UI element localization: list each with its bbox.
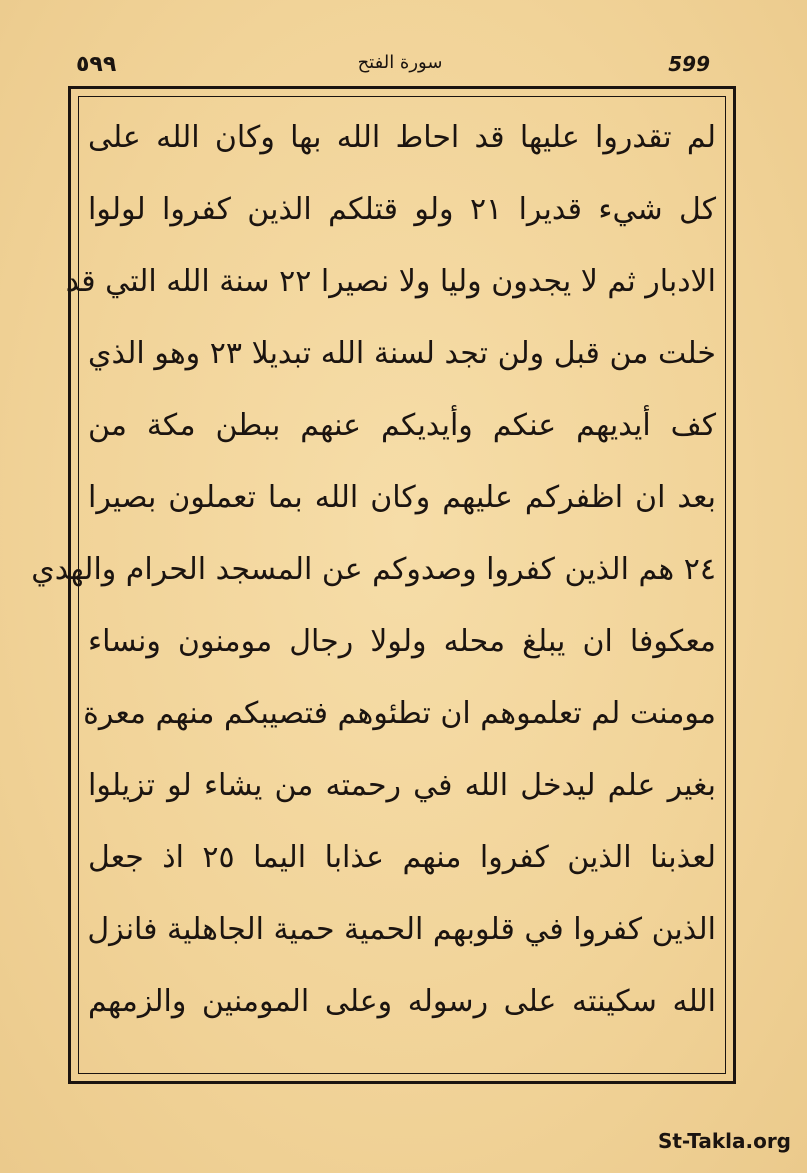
text-line-4: خلت من قبل ولن تجد لسنة الله تبديلا ٢٣ وهو الذي	[88, 336, 716, 371]
text-line-5: كف أيديهم عنكم وأيديكم عنهم ببطن مكة من	[88, 408, 716, 443]
text-line-8: معكوفا ان يبلغ محله ولولا رجال مومنون ونساء	[88, 624, 716, 659]
text-line-6: بعد ان اظفركم عليهم وكان الله بما تعملون بصيرا	[88, 480, 716, 515]
text-line-7: ٢٤ هم الذين كفروا وصدوكم عن المسجد الحرام والهدي	[31, 552, 716, 587]
manuscript-text-block	[31, 108, 716, 1068]
watermark-text: St-Takla.org	[657, 1129, 791, 1153]
surah-title: سورة الفتح	[357, 52, 443, 73]
text-line-1: لم تقدروا عليها قد احاط الله بها وكان الله على	[88, 120, 716, 155]
text-line-13: الله سكينته على رسوله وعلى المومنين والزمهم	[88, 984, 716, 1019]
text-line-10: بغير علم ليدخل الله في رحمته من يشاء لو تزيلوا	[88, 768, 716, 803]
text-line-2: كل شيء قديرا ٢١ ولو قتلكم الذين كفروا لولوا	[88, 192, 716, 227]
page-number-arabic: ٥٩٩	[76, 52, 117, 77]
text-line-12: الذين كفروا في قلوبهم الحمية حمية الجاهلية فانزل	[87, 912, 716, 947]
text-line-3: الادبار ثم لا يجدون وليا ولا نصيرا ٢٢ سنة الله التي قد	[65, 264, 716, 299]
text-line-9: مومنت لم تعلموهم ان تطئوهم فتصيبكم منهم معرة	[83, 696, 716, 731]
text-line-11: لعذبنا الذين كفروا منهم عذابا اليما ٢٥ اذ جعل	[88, 840, 716, 875]
page-header	[70, 52, 730, 84]
page-number-latin: 599	[668, 52, 710, 76]
